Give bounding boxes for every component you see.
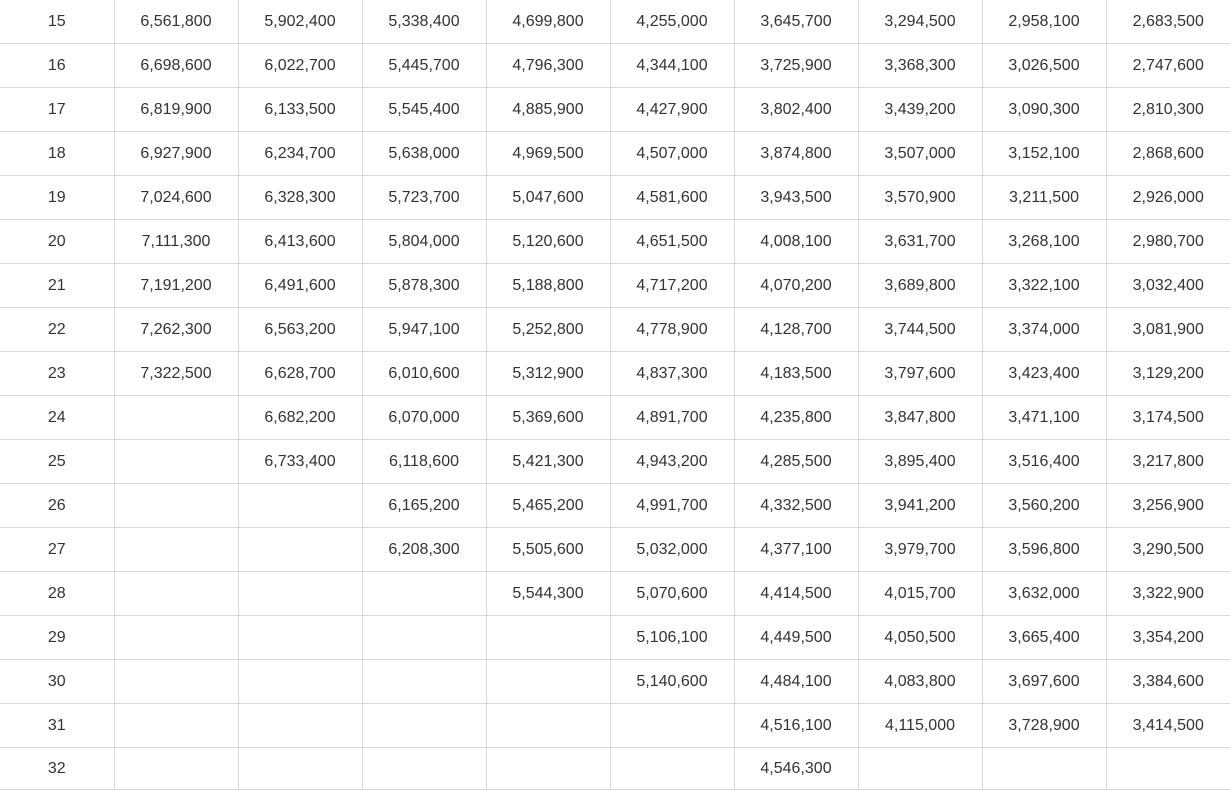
- value-cell: 4,332,500: [734, 484, 858, 528]
- row-number-cell: 30: [0, 660, 114, 704]
- table-row: [0, 704, 1230, 748]
- value-cell: 5,338,400: [362, 0, 486, 44]
- value-cell: 4,050,500: [858, 616, 982, 660]
- row-number-cell: 16: [0, 44, 114, 88]
- value-cell: 3,744,500: [858, 308, 982, 352]
- value-cell: [114, 748, 238, 790]
- value-cell: 4,484,100: [734, 660, 858, 704]
- value-cell: 6,165,200: [362, 484, 486, 528]
- row-number-cell: 19: [0, 176, 114, 220]
- value-cell: 3,217,800: [1106, 440, 1230, 484]
- value-cell: 2,747,600: [1106, 44, 1230, 88]
- table-row: [0, 616, 1230, 660]
- value-cell: 6,328,300: [238, 176, 362, 220]
- value-cell: 6,733,400: [238, 440, 362, 484]
- value-cell: 4,377,100: [734, 528, 858, 572]
- value-cell: [610, 704, 734, 748]
- value-cell: 3,439,200: [858, 88, 982, 132]
- value-cell: 6,491,600: [238, 264, 362, 308]
- value-cell: 6,563,200: [238, 308, 362, 352]
- value-cell: 3,322,100: [982, 264, 1106, 308]
- value-cell: [238, 660, 362, 704]
- value-cell: 6,022,700: [238, 44, 362, 88]
- value-cell: [362, 572, 486, 616]
- value-cell: 4,991,700: [610, 484, 734, 528]
- value-cell: 6,927,900: [114, 132, 238, 176]
- value-cell: 3,797,600: [858, 352, 982, 396]
- value-cell: 3,697,600: [982, 660, 1106, 704]
- value-cell: 3,645,700: [734, 0, 858, 44]
- value-cell: [238, 528, 362, 572]
- value-cell: 5,070,600: [610, 572, 734, 616]
- row-number-cell: 21: [0, 264, 114, 308]
- value-cell: [238, 748, 362, 790]
- value-cell: 6,118,600: [362, 440, 486, 484]
- value-cell: 6,070,000: [362, 396, 486, 440]
- row-number-cell: 29: [0, 616, 114, 660]
- value-cell: 6,819,900: [114, 88, 238, 132]
- table-row: [0, 484, 1230, 528]
- value-cell: 3,570,900: [858, 176, 982, 220]
- value-cell: 3,268,100: [982, 220, 1106, 264]
- value-cell: 3,032,400: [1106, 264, 1230, 308]
- value-cell: 6,682,200: [238, 396, 362, 440]
- row-number-cell: 25: [0, 440, 114, 484]
- value-cell: 3,354,200: [1106, 616, 1230, 660]
- value-cell: 3,471,100: [982, 396, 1106, 440]
- value-cell: 4,581,600: [610, 176, 734, 220]
- value-cell: 4,235,800: [734, 396, 858, 440]
- value-cell: 2,926,000: [1106, 176, 1230, 220]
- value-cell: [114, 616, 238, 660]
- value-cell: 4,837,300: [610, 352, 734, 396]
- value-cell: [486, 704, 610, 748]
- value-cell: [486, 748, 610, 790]
- table-row: [0, 176, 1230, 220]
- value-cell: 4,344,100: [610, 44, 734, 88]
- row-number-cell: 20: [0, 220, 114, 264]
- value-cell: 5,312,900: [486, 352, 610, 396]
- value-cell: [1106, 748, 1230, 790]
- row-number-cell: 32: [0, 748, 114, 790]
- value-cell: 5,369,600: [486, 396, 610, 440]
- value-cell: 4,969,500: [486, 132, 610, 176]
- value-cell: 4,699,800: [486, 0, 610, 44]
- row-number-cell: 26: [0, 484, 114, 528]
- row-number-cell: 17: [0, 88, 114, 132]
- value-cell: 3,256,900: [1106, 484, 1230, 528]
- value-cell: 2,810,300: [1106, 88, 1230, 132]
- value-cell: 7,024,600: [114, 176, 238, 220]
- value-cell: 3,174,500: [1106, 396, 1230, 440]
- table-row: [0, 572, 1230, 616]
- value-cell: 5,544,300: [486, 572, 610, 616]
- value-cell: 3,874,800: [734, 132, 858, 176]
- value-cell: [858, 748, 982, 790]
- value-cell: 2,868,600: [1106, 132, 1230, 176]
- value-cell: [238, 572, 362, 616]
- value-cell: 3,129,200: [1106, 352, 1230, 396]
- table-row: [0, 264, 1230, 308]
- value-cell: 4,083,800: [858, 660, 982, 704]
- table-row: [0, 748, 1230, 790]
- value-cell: 4,115,000: [858, 704, 982, 748]
- value-cell: 4,015,700: [858, 572, 982, 616]
- value-cell: [362, 748, 486, 790]
- value-cell: 3,560,200: [982, 484, 1106, 528]
- value-cell: 7,111,300: [114, 220, 238, 264]
- value-cell: 3,294,500: [858, 0, 982, 44]
- value-cell: 3,979,700: [858, 528, 982, 572]
- value-cell: 7,322,500: [114, 352, 238, 396]
- value-cell: 3,943,500: [734, 176, 858, 220]
- value-cell: 5,140,600: [610, 660, 734, 704]
- value-cell: [114, 704, 238, 748]
- value-cell: [114, 484, 238, 528]
- value-cell: 5,106,100: [610, 616, 734, 660]
- value-cell: 3,632,000: [982, 572, 1106, 616]
- value-cell: 5,545,400: [362, 88, 486, 132]
- value-cell: 3,802,400: [734, 88, 858, 132]
- table-row: [0, 308, 1230, 352]
- value-cell: 6,698,600: [114, 44, 238, 88]
- value-cell: 5,947,100: [362, 308, 486, 352]
- row-number-cell: 22: [0, 308, 114, 352]
- value-cell: 3,374,000: [982, 308, 1106, 352]
- row-number-cell: 18: [0, 132, 114, 176]
- value-cell: 3,596,800: [982, 528, 1106, 572]
- value-cell: 3,516,400: [982, 440, 1106, 484]
- value-cell: 4,285,500: [734, 440, 858, 484]
- value-cell: 5,252,800: [486, 308, 610, 352]
- value-cell: 5,723,700: [362, 176, 486, 220]
- table-row: [0, 44, 1230, 88]
- value-cell: 4,943,200: [610, 440, 734, 484]
- value-cell: [238, 704, 362, 748]
- table-row: [0, 220, 1230, 264]
- value-cell: 6,413,600: [238, 220, 362, 264]
- value-cell: 3,847,800: [858, 396, 982, 440]
- value-cell: 2,683,500: [1106, 0, 1230, 44]
- value-cell: 2,958,100: [982, 0, 1106, 44]
- value-cell: [114, 660, 238, 704]
- row-number-cell: 27: [0, 528, 114, 572]
- value-cell: 3,631,700: [858, 220, 982, 264]
- value-cell: 3,665,400: [982, 616, 1106, 660]
- value-cell: 6,010,600: [362, 352, 486, 396]
- table-row: [0, 528, 1230, 572]
- value-cell: 3,507,000: [858, 132, 982, 176]
- value-cell: 5,421,300: [486, 440, 610, 484]
- value-cell: 5,188,800: [486, 264, 610, 308]
- value-cell: 4,796,300: [486, 44, 610, 88]
- table-row: [0, 352, 1230, 396]
- value-cell: 3,368,300: [858, 44, 982, 88]
- value-cell: 3,322,900: [1106, 572, 1230, 616]
- value-cell: 6,561,800: [114, 0, 238, 44]
- value-cell: 3,895,400: [858, 440, 982, 484]
- value-cell: 5,878,300: [362, 264, 486, 308]
- value-cell: [238, 484, 362, 528]
- value-cell: [362, 616, 486, 660]
- value-cell: 4,546,300: [734, 748, 858, 790]
- value-cell: 4,183,500: [734, 352, 858, 396]
- value-cell: 4,070,200: [734, 264, 858, 308]
- value-cell: [114, 572, 238, 616]
- value-cell: 7,262,300: [114, 308, 238, 352]
- value-cell: 4,414,500: [734, 572, 858, 616]
- table-row: [0, 0, 1230, 44]
- value-cell: 5,445,700: [362, 44, 486, 88]
- value-cell: 5,032,000: [610, 528, 734, 572]
- value-cell: [114, 440, 238, 484]
- table-row: [0, 88, 1230, 132]
- value-cell: [610, 748, 734, 790]
- value-cell: 4,778,900: [610, 308, 734, 352]
- value-cell: [114, 528, 238, 572]
- value-cell: 4,891,700: [610, 396, 734, 440]
- value-cell: [486, 616, 610, 660]
- value-cell: 3,290,500: [1106, 528, 1230, 572]
- value-cell: [238, 616, 362, 660]
- value-cell: [362, 660, 486, 704]
- value-cell: 3,081,900: [1106, 308, 1230, 352]
- value-cell: 3,689,800: [858, 264, 982, 308]
- value-cell: 4,008,100: [734, 220, 858, 264]
- value-cell: 3,725,900: [734, 44, 858, 88]
- value-cell: [362, 704, 486, 748]
- value-cell: 3,384,600: [1106, 660, 1230, 704]
- table-row: [0, 396, 1230, 440]
- value-cell: 7,191,200: [114, 264, 238, 308]
- row-number-cell: 24: [0, 396, 114, 440]
- value-cell: 3,152,100: [982, 132, 1106, 176]
- value-cell: 4,516,100: [734, 704, 858, 748]
- value-cell: 3,026,500: [982, 44, 1106, 88]
- value-cell: 3,211,500: [982, 176, 1106, 220]
- value-cell: 3,728,900: [982, 704, 1106, 748]
- value-cell: 6,208,300: [362, 528, 486, 572]
- value-cell: 3,414,500: [1106, 704, 1230, 748]
- value-cell: 5,120,600: [486, 220, 610, 264]
- value-cell: 5,465,200: [486, 484, 610, 528]
- value-cell: 3,090,300: [982, 88, 1106, 132]
- value-cell: 5,047,600: [486, 176, 610, 220]
- value-cell: 4,507,000: [610, 132, 734, 176]
- table-row: [0, 440, 1230, 484]
- value-cell: 4,427,900: [610, 88, 734, 132]
- value-cell: 3,423,400: [982, 352, 1106, 396]
- value-cell: 4,651,500: [610, 220, 734, 264]
- value-cell: 5,505,600: [486, 528, 610, 572]
- value-cell: 5,902,400: [238, 0, 362, 44]
- row-number-cell: 31: [0, 704, 114, 748]
- table-row: [0, 660, 1230, 704]
- value-cell: 2,980,700: [1106, 220, 1230, 264]
- value-cell: 6,133,500: [238, 88, 362, 132]
- value-cell: 6,234,700: [238, 132, 362, 176]
- value-cell: 4,128,700: [734, 308, 858, 352]
- value-cell: 5,638,000: [362, 132, 486, 176]
- value-cell: [486, 660, 610, 704]
- value-cell: 6,628,700: [238, 352, 362, 396]
- value-cell: 4,449,500: [734, 616, 858, 660]
- value-cell: 4,255,000: [610, 0, 734, 44]
- value-cell: [114, 396, 238, 440]
- value-cell: 5,804,000: [362, 220, 486, 264]
- table-row: [0, 132, 1230, 176]
- value-cell: [982, 748, 1106, 790]
- row-number-cell: 23: [0, 352, 114, 396]
- value-cell: 4,717,200: [610, 264, 734, 308]
- value-cell: 4,885,900: [486, 88, 610, 132]
- value-cell: 3,941,200: [858, 484, 982, 528]
- row-number-cell: 28: [0, 572, 114, 616]
- row-number-cell: 15: [0, 0, 114, 44]
